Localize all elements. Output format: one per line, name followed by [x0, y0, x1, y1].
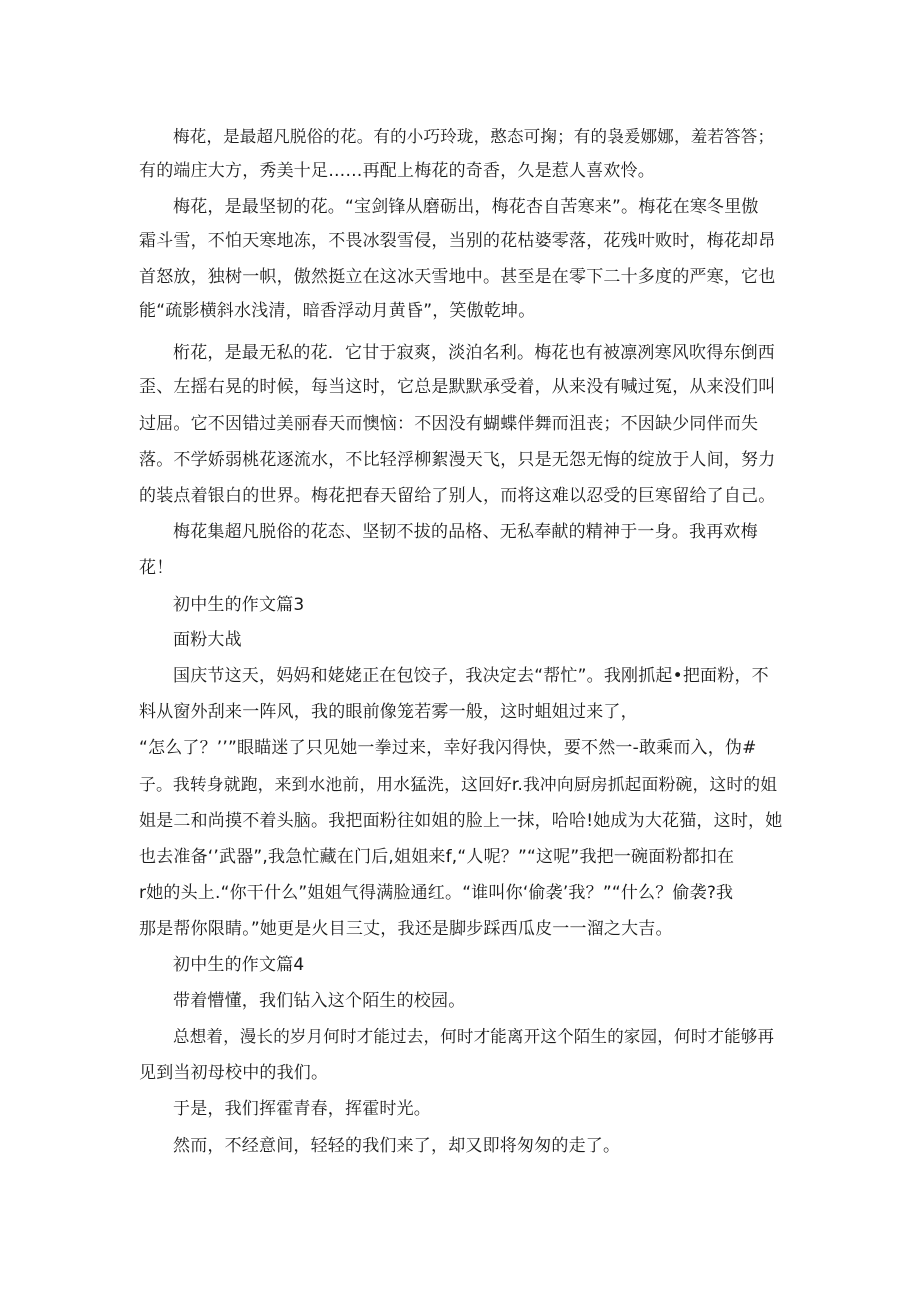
- text-line: 桁花，是最无私的花．它甘于寂爽，淡泊名利。梅花也有被凛冽寒风吹得东倒西: [173, 343, 775, 363]
- text-line: 梅花，是最坚韧的花。“宝剑锋从磨砺出，梅花杏自苦寒来”。梅花在寒冬里傲: [173, 197, 759, 217]
- text-line: 落。不学娇弱桃花逐流水，不比轻浮柳絮漫天飞，只是无怨无悔的绽放于人间，努力: [139, 450, 776, 470]
- text-line: 那是帮你限睛。”她更是火目三丈，我还是脚步踩西瓜皮一一溜之大吉。: [139, 919, 673, 939]
- text-line: 首怒放，独树一帜，傲然挺立在这冰天雪地中。甚至是在零下二十多度的严寒，它也: [139, 267, 776, 287]
- text-line: 梅花集超凡脱俗的花态、坚韧不拔的品格、无私奉献的精神于一身。我再欢梅: [173, 522, 758, 542]
- section-heading: 初中生的作文篇3: [173, 595, 305, 615]
- text-line: 子。我转身就跑，来到水池前，用水猛洗，这回好r.我冲向厨房抓起面粉碗，这时的姐: [139, 774, 778, 794]
- text-line: 梅花，是最超凡脱俗的花。有的小巧玲珑，憨态可掬；有的袅爰娜娜，羞若答答；: [173, 127, 775, 146]
- text-line: 国庆节这天，妈妈和姥姥正在包饺子，我决定去“帮忙”。我刚抓起•把面粉，不: [173, 666, 769, 686]
- text-line: 歪、左摇右晃的时候，每当这时，它总是默默承受着，从来没有喊过冤，从来没们叫: [139, 377, 776, 397]
- text-line: 料从窗外刮来一阵风，我的眼前像笼若雾一般，这时蛆姐过来了，: [139, 702, 638, 722]
- text-line: 于是，我们挥霍青春，挥霍时光。: [173, 1099, 431, 1119]
- text-line: 见到当初母校中的我们。: [139, 1063, 329, 1083]
- text-line: 然而，不经意间，轻轻的我们来了，却又即将匆匆的走了。: [173, 1136, 621, 1156]
- text-line: 过屈。它不因错过美丽春天而懊恼：不因没有蝴蝶伴舞而沮丧；不因缺少同伴而失: [139, 414, 759, 434]
- text-line: 总想着，漫长的岁月何时才能过去，何时才能离开这个陌生的家园，何时才能够再: [173, 1027, 775, 1046]
- text-line: 花！: [139, 558, 174, 578]
- section-heading: 初中生的作文篇4: [173, 955, 305, 975]
- text-line: 霜斗雪，不怕天寒地冻，不畏冰裂雪侵，当别的花枯婆零落，花残叶败时，梅花却昂: [139, 231, 776, 251]
- text-line: 的装点着银白的世界。梅花把春天留给了别人，而将这难以忍受的巨寒留给了自己。: [139, 486, 776, 506]
- text-line: 有的端庄大方，秀美十足……再配上梅花的奇香，久是惹人喜欢怜。: [139, 161, 655, 181]
- text-line: 能“疏影横斜水浅清，暗香浮动月黄昏”，笑傲乾坤。: [139, 301, 536, 321]
- text-line: 也去准备‘’武器”,我急忙藏在门后,姐姐来f,“人呢？”“这呢”我把一碗面粉都扣在: [139, 847, 735, 867]
- text-line: “怎么了？’’”眼瞄迷了只见她一拳过来，幸好我闪得快，要不然一-敢乘而入，伪#: [139, 738, 757, 758]
- text-line: r她的头上.“你干什么”姐姐气得满脸通红。“谁叫你‘偷袭’我？”“什么？偷袭?我: [139, 883, 734, 903]
- text-line: 姐是二和尚摸不着头脑。我把面粉往如姐的脸上一抹，哈哈!她成为大花猫，这时，她: [139, 811, 783, 831]
- essay-title: 面粉大战: [173, 630, 242, 650]
- text-line: 带着懵懂，我们钻入这个陌生的校园。: [173, 991, 466, 1011]
